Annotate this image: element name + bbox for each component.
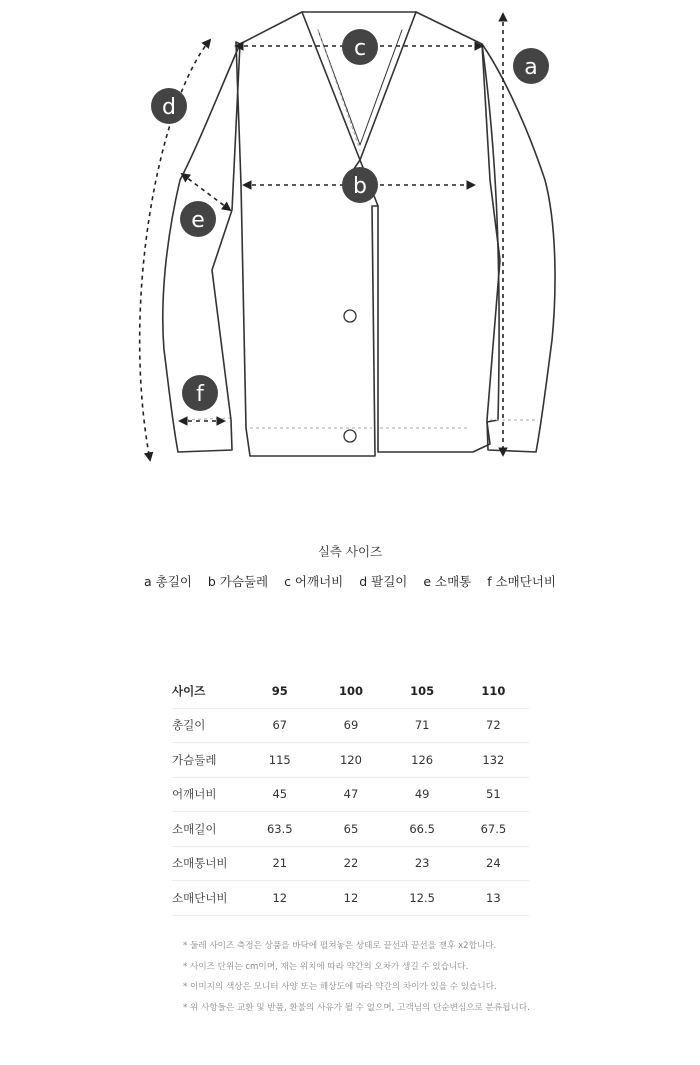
table-cell: 22 [315, 846, 386, 881]
button-upper [344, 310, 356, 322]
table-row [172, 881, 529, 916]
header-105: 105 [387, 674, 458, 708]
table-row [172, 846, 529, 881]
table-cell: 120 [315, 743, 386, 778]
right-sleeve-outline [482, 44, 555, 452]
table-cell: 63.5 [244, 812, 315, 847]
row-label: 가슴둘레 [172, 743, 244, 778]
table-cell: 12.5 [387, 881, 458, 916]
table-cell: 65 [315, 812, 386, 847]
table-cell: 49 [387, 777, 458, 812]
header-size: 사이즈 [172, 674, 244, 708]
legend-e: e 소매통 [423, 574, 472, 589]
table-cell: 66.5 [387, 812, 458, 847]
cardigan-outline [236, 12, 499, 456]
label-d: d [162, 95, 176, 120]
table-cell: 71 [387, 708, 458, 743]
note-line: * 이미지의 색상은 모니터 사양 또는 해상도에 따라 약간의 차이가 있을 수 있습니다. [183, 982, 497, 992]
table-cell: 47 [315, 777, 386, 812]
row-label: 어깨너비 [172, 777, 244, 812]
label-f: f [196, 382, 204, 407]
table-row [172, 743, 529, 778]
table-row [172, 708, 529, 743]
legend-a: a 총길이 [144, 574, 192, 589]
size-notes [183, 936, 530, 1018]
measurement-caption-title: 실측 사이즈 [317, 544, 383, 559]
note-line: * 사이즈 단위는 cm이며, 재는 위치에 따라 약간의 오차가 생길 수 있습니다. [183, 961, 469, 972]
table-cell: 12 [315, 881, 386, 916]
label-c: c [353, 36, 367, 61]
note-line: * 위 사항들은 교환 및 반품, 환불의 사유가 될 수 없으며, 고객님의 단순변심으로 분류됩니다. [183, 1002, 530, 1013]
table-cell: 24 [458, 846, 529, 881]
table-cell: 12 [244, 881, 315, 916]
table-cell: 67.5 [458, 812, 529, 847]
row-label: 소매단너비 [172, 881, 244, 916]
table-cell: 13 [458, 881, 529, 916]
cardigan-measurement-diagram [0, 0, 700, 470]
legend-d: d 팔길이 [359, 574, 408, 589]
size-table [172, 674, 529, 916]
legend-f: f 소매단너비 [487, 574, 556, 589]
label-e: e [191, 208, 205, 233]
table-header-row [172, 674, 529, 708]
table-cell: 45 [244, 777, 315, 812]
table-cell: 23 [387, 846, 458, 881]
label-b: b [353, 174, 367, 199]
label-a: a [524, 55, 538, 80]
measurement-legend [0, 572, 700, 590]
table-cell: 115 [244, 743, 315, 778]
row-label: 소매통너비 [172, 846, 244, 881]
header-100: 100 [315, 674, 386, 708]
table-cell: 69 [315, 708, 386, 743]
header-95: 95 [244, 674, 315, 708]
table-cell: 67 [244, 708, 315, 743]
table-cell: 132 [458, 743, 529, 778]
row-label: 소매길이 [172, 812, 244, 847]
note-line: * 둘레 사이즈 측정은 상품을 바닥에 펼쳐놓은 상태로 끝선과 끝선을 잰후 x2합니다. [183, 941, 497, 951]
table-cell: 21 [244, 846, 315, 881]
header-110: 110 [458, 674, 529, 708]
table-cell: 51 [458, 777, 529, 812]
table-row [172, 777, 529, 812]
legend-b: b 가슴둘레 [207, 574, 269, 589]
table-cell: 72 [458, 708, 529, 743]
table-cell: 126 [387, 743, 458, 778]
legend-c: c 어깨너비 [284, 574, 344, 589]
row-label: 총길이 [172, 708, 244, 743]
button-lower [344, 430, 356, 442]
table-row [172, 812, 529, 847]
